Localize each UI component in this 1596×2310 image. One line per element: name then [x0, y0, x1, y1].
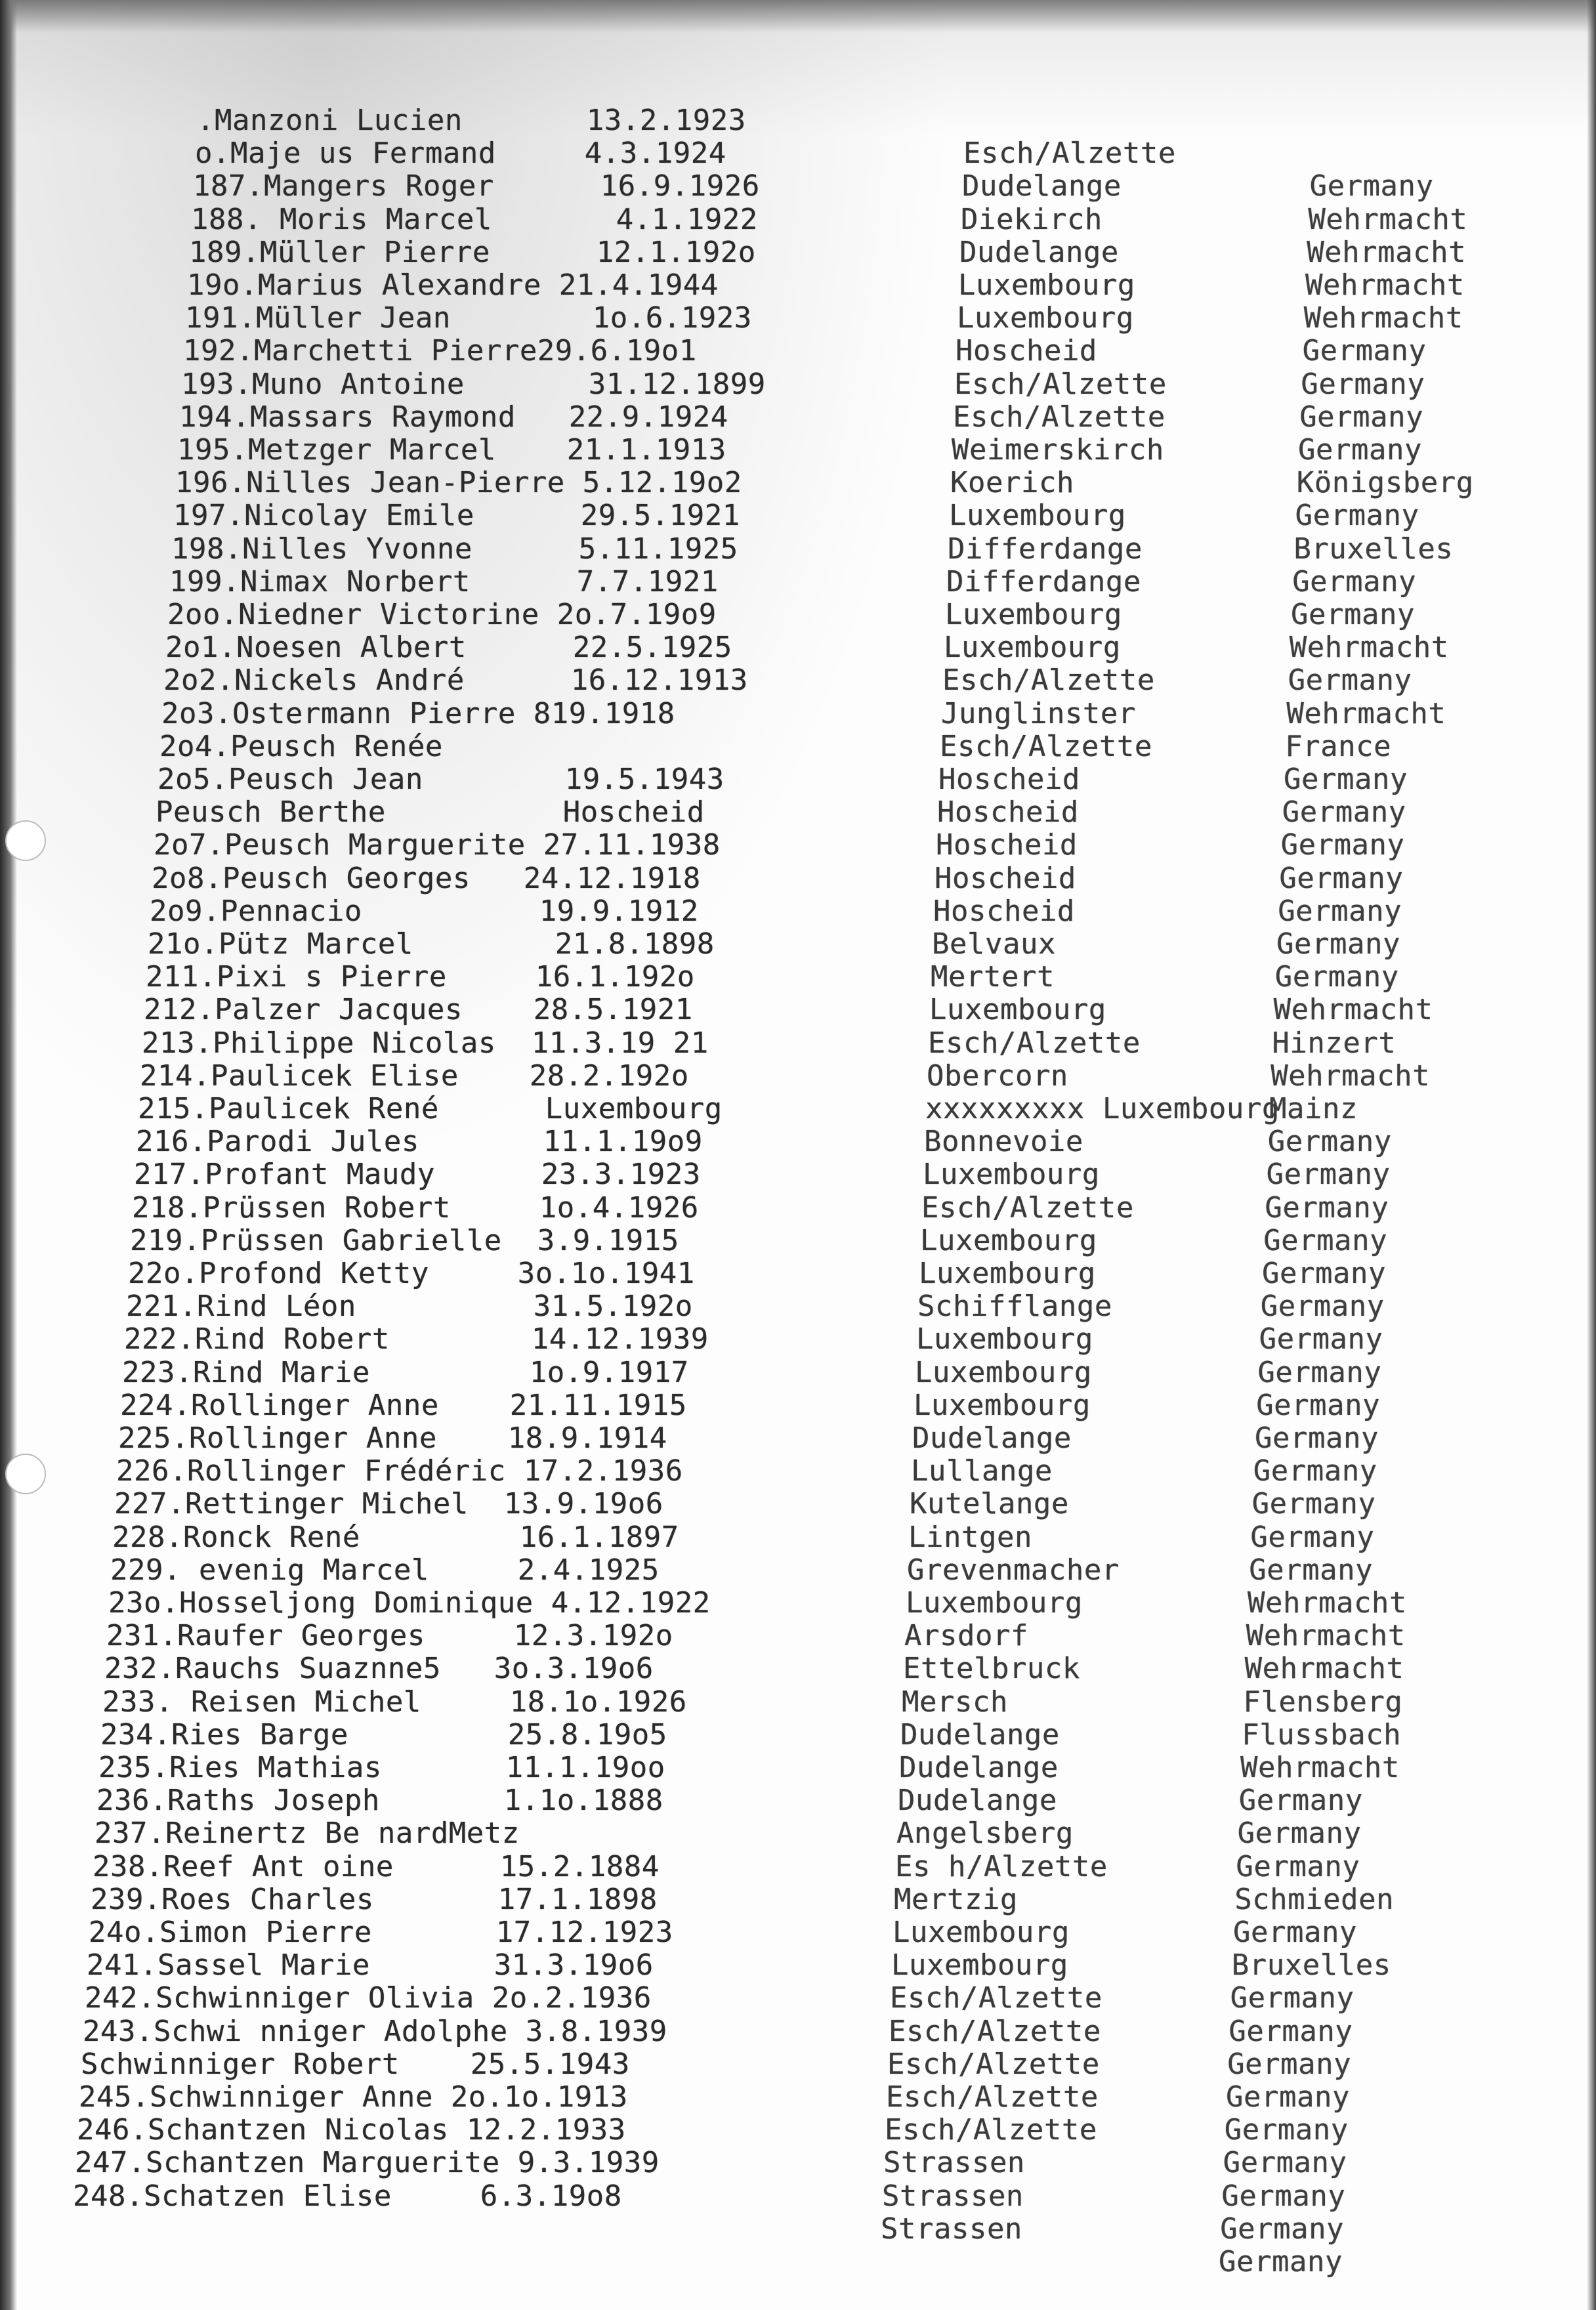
origin-place: Luxembourg — [914, 1388, 1091, 1422]
destination: Germany — [1302, 334, 1427, 368]
list-row — [0, 1555, 1596, 1586]
destination: Germany — [1263, 1223, 1388, 1257]
origin-place: Esch/Alzette — [885, 2113, 1097, 2147]
destination: Germany — [1255, 1421, 1379, 1455]
name-entry: 213.Philippe Nicolas 11.3.19 21 — [142, 1026, 709, 1060]
destination: Germany — [1256, 1388, 1381, 1422]
name-entry: 242.Schwinniger Olivia 2o.2.1936 — [85, 1981, 652, 2015]
name-entry: 21o.Pütz Marcel 21.8.1898 — [148, 927, 715, 961]
list-row — [0, 171, 1596, 202]
scan-shadow-top — [0, 0, 1596, 33]
list-row — [0, 369, 1596, 400]
destination: Wehrmacht — [1286, 696, 1446, 730]
origin-place: Luxembourg — [929, 993, 1106, 1027]
origin-place: Luxembourg — [923, 1158, 1100, 1192]
list-row — [0, 204, 1596, 236]
list-row — [0, 270, 1596, 301]
name-entry: 195.Metzger Marcel 21.1.1913 — [177, 433, 726, 467]
list-row — [0, 1093, 1596, 1125]
name-entry: 216.Parodi Jules 11.1.19o9 — [136, 1125, 703, 1159]
list-row — [0, 1620, 1596, 1652]
origin-place: Differdange — [946, 564, 1141, 598]
list-row — [0, 534, 1596, 565]
destination: Germany — [1238, 1784, 1363, 1818]
origin-place: Luxembourg — [958, 268, 1135, 302]
name-entry: 247.Schantzen Marguerite 9.3.1939 — [75, 2146, 660, 2180]
origin-place: Differdange — [948, 532, 1143, 566]
name-entry: 236.Raths Joseph 1.1o.1888 — [96, 1784, 663, 1818]
origin-place: Hoscheid — [934, 861, 1076, 895]
destination: Germany — [1298, 433, 1422, 467]
origin-place: Bonnevoie — [924, 1125, 1083, 1159]
destination: Wehrmacht — [1248, 1586, 1407, 1620]
list-row — [0, 994, 1596, 1026]
name-entry: 238.Reef Ant oine 15.2.1884 — [93, 1849, 660, 1883]
origin-place: Kutelange — [910, 1487, 1069, 1521]
name-entry: 222.Rind Robert 14.12.1939 — [124, 1322, 709, 1356]
name-entry: 22o.Profond Ketty 3o.1o.1941 — [128, 1257, 695, 1290]
destination: Germany — [1250, 1520, 1375, 1554]
destination: Wehrmacht — [1246, 1619, 1406, 1653]
list-row — [0, 1851, 1596, 1883]
origin-place: Esch/Alzette — [887, 2047, 1100, 2081]
destination: Germany — [1236, 1849, 1360, 1883]
list-row — [0, 2114, 1596, 2146]
list-row — [0, 929, 1596, 960]
name-entry: 231.Raufer Georges 12.3.192o — [106, 1619, 673, 1653]
name-entry: 232.Rauchs Suaznne5 3o.3.19o6 — [104, 1652, 654, 1686]
name-entry: 225.Rollinger Anne 18.9.1914 — [118, 1421, 667, 1455]
name-entry: 24o.Simon Pierre 17.12.1923 — [89, 1916, 673, 1949]
destination: Germany — [1257, 1355, 1382, 1389]
name-entry: 211.Pixi s Pierre 16.1.192o — [146, 960, 695, 994]
list-row — [0, 1983, 1596, 2014]
name-entry: 196.Nilles Jean-Pierre 5.12.19o2 — [175, 466, 742, 500]
destination: Germany — [1301, 367, 1425, 401]
list-row — [0, 237, 1596, 268]
name-entry: 2oo.Niedner Victorine 2o.7.19o9 — [167, 598, 717, 631]
destination: Germany — [1295, 499, 1419, 533]
name-entry: 2o9.Pennacio 19.9.1912 — [150, 894, 699, 928]
name-entry: 229. evenig Marcel 2.4.1925 — [110, 1553, 660, 1587]
destination: Germany — [1267, 1125, 1392, 1159]
name-entry: 23o.Hosseljong Dominique 4.12.1922 — [108, 1586, 711, 1620]
name-entry: 193.Muno Antoine 31.12.1899 — [181, 367, 766, 401]
list-row — [0, 2246, 1596, 2278]
origin-place: Angelsberg — [896, 1816, 1074, 1851]
list-row — [0, 797, 1596, 828]
origin-place: Luxembourg — [916, 1322, 1093, 1356]
name-entry: 198.Nilles Yvonne 5.11.1925 — [171, 532, 738, 566]
destination: Germany — [1309, 169, 1434, 203]
name-entry: 219.Prüssen Gabrielle 3.9.1915 — [130, 1223, 679, 1257]
name-entry: 237.Reinertz Be nardMetz — [94, 1816, 520, 1851]
list-row — [0, 1785, 1596, 1816]
name-entry: 19o.Marius Alexandre 21.4.1944 — [187, 268, 719, 302]
list-row — [0, 1028, 1596, 1059]
name-entry: 227.Rettinger Michel 13.9.19o6 — [114, 1487, 663, 1521]
list-row — [0, 896, 1596, 927]
list-row — [0, 632, 1596, 663]
origin-place: Esch/Alzette — [890, 1981, 1102, 2015]
origin-place: Koerich — [950, 466, 1074, 500]
name-entry: 192.Marchetti Pierre29.6.19o1 — [183, 334, 697, 368]
destination: Wehrmacht — [1308, 202, 1468, 236]
origin-place: Esch/Alzette — [921, 1190, 1134, 1225]
list-row — [0, 1719, 1596, 1751]
name-entry: .Manzoni Lucien 13.2.1923 — [197, 104, 746, 137]
name-entry: 246.Schantzen Nicolas 12.2.1933 — [77, 2113, 626, 2147]
list-row — [0, 1752, 1596, 1784]
destination: Germany — [1278, 894, 1402, 928]
origin-place: Luxembourg — [957, 301, 1134, 335]
list-row — [0, 1324, 1596, 1355]
list-row — [0, 2016, 1596, 2048]
origin-place: Lintgen — [908, 1520, 1032, 1554]
name-entry: 188. Moris Marcel 4.1.1922 — [191, 202, 758, 236]
destination: Wehrmacht — [1307, 235, 1467, 269]
name-entry: 223.Rind Marie 1o.9.1917 — [122, 1355, 689, 1389]
name-entry: 2o4.Peusch Renée — [159, 729, 443, 763]
destination: Germany — [1228, 2014, 1353, 2048]
list-row — [0, 1423, 1596, 1454]
list-row — [0, 1587, 1596, 1619]
origin-place: Weimerskirch — [952, 433, 1164, 467]
destination: Germany — [1223, 2146, 1347, 2180]
list-row — [0, 2049, 1596, 2080]
origin-place: Luxembourg — [949, 499, 1126, 533]
name-entry: 221.Rind Léon 31.5.192o — [126, 1290, 693, 1324]
list-row — [0, 599, 1596, 631]
destination: Germany — [1265, 1190, 1389, 1225]
origin-place: Strassen — [883, 2146, 1025, 2180]
list-row — [0, 467, 1596, 499]
destination: Germany — [1292, 564, 1417, 598]
list-row — [0, 566, 1596, 598]
name-entry: 187.Mangers Roger 16.9.1926 — [193, 169, 760, 203]
name-entry: o.Maje us Fermand 4.3.1924 — [195, 136, 726, 171]
name-entry: 245.Schwinniger Anne 2o.1o.1913 — [79, 2080, 628, 2114]
destination: Germany — [1280, 828, 1405, 862]
list-row — [0, 1390, 1596, 1421]
list-row — [0, 2147, 1596, 2179]
list-row — [0, 2181, 1596, 2212]
list-row — [0, 1950, 1596, 1981]
name-entry: 191.Müller Jean 1o.6.1923 — [185, 301, 752, 335]
destination: Germany — [1291, 598, 1415, 631]
destination: Wehrmacht — [1240, 1751, 1400, 1784]
list-row — [0, 105, 1596, 136]
list-row — [0, 863, 1596, 894]
destination: Germany — [1227, 2047, 1352, 2081]
name-entry: 2o8.Peusch Georges 24.12.1918 — [152, 861, 701, 895]
origin-place: Belvaux — [932, 927, 1056, 961]
list-row — [0, 1653, 1596, 1685]
origin-place: Hoscheid — [933, 894, 1075, 928]
destination: Germany — [1220, 2212, 1345, 2246]
name-entry: 194.Massars Raymond 22.9.1924 — [179, 400, 728, 434]
name-entry: 217.Profant Maudy 23.3.1923 — [134, 1158, 701, 1192]
destination: Germany — [1288, 663, 1412, 698]
destination: Germany — [1233, 1916, 1357, 1949]
name-entry: 241.Sassel Marie 31.3.19o6 — [87, 1948, 654, 1983]
name-entry: 218.Prüssen Robert 1o.4.1926 — [132, 1190, 699, 1225]
origin-place: Schifflange — [917, 1290, 1112, 1324]
origin-place: Esch/Alzette — [942, 663, 1155, 698]
name-entry: 243.Schwi nniger Adolphe 3.8.1939 — [83, 2014, 667, 2048]
origin-place: Mertzig — [894, 1882, 1018, 1916]
destination: Wehrmacht — [1289, 631, 1449, 665]
list-row — [0, 830, 1596, 861]
origin-place: Dudelange — [899, 1751, 1059, 1784]
name-entry: 226.Rollinger Frédéric 17.2.1936 — [116, 1454, 683, 1488]
list-row — [0, 1060, 1596, 1092]
list-row — [0, 1192, 1596, 1224]
origin-place: Diekirch — [961, 202, 1102, 236]
list-row — [0, 2214, 1596, 2245]
destination: Bruxelles — [1293, 532, 1454, 566]
origin-place: Hoscheid — [937, 795, 1079, 830]
name-entry: Peusch Berthe Hoscheid — [156, 795, 705, 830]
origin-place: Mertert — [931, 960, 1055, 994]
list-row — [0, 2082, 1596, 2113]
destination: Germany — [1251, 1487, 1376, 1521]
name-entry: 248.Schatzen Elise 6.3.19o8 — [73, 2179, 622, 2213]
destination: Germany — [1226, 2080, 1350, 2114]
destination: Germany — [1279, 861, 1404, 895]
origin-place: Arsdorf — [904, 1619, 1028, 1653]
destination: Mainz — [1269, 1092, 1358, 1125]
destination: Germany — [1224, 2113, 1349, 2147]
destination: Wehrmacht — [1270, 1059, 1431, 1093]
destination: Germany — [1299, 400, 1424, 434]
origin-place: Junglinster — [941, 696, 1136, 730]
origin-place: Hoscheid — [956, 334, 1097, 368]
name-entry: 2o7.Peusch Marguerite 27.11.1938 — [154, 828, 721, 862]
name-entry: 235.Ries Mathias 11.1.19oo — [98, 1751, 665, 1784]
destination: Wehrmacht — [1244, 1652, 1404, 1686]
name-entry: 2o5.Peusch Jean 19.5.1943 — [158, 763, 724, 796]
name-entry: 214.Paulicek Elise 28.2.192o — [140, 1059, 689, 1093]
origin-place: Mersch — [902, 1685, 1008, 1719]
origin-place: Ettelbruck — [903, 1652, 1080, 1686]
name-entry: 224.Rollinger Anne 21.11.1915 — [120, 1388, 687, 1422]
origin-place: Strassen — [882, 2179, 1024, 2213]
list-row — [0, 1225, 1596, 1257]
destination: France — [1285, 729, 1392, 763]
name-entry: 197.Nicolay Emile 29.5.1921 — [173, 499, 740, 533]
destination: Germany — [1266, 1158, 1391, 1192]
list-row — [0, 1522, 1596, 1553]
name-entry: 2o2.Nickels André 16.12.1913 — [163, 663, 748, 698]
list-row — [0, 1456, 1596, 1487]
list-row — [0, 1884, 1596, 1916]
origin-place: Esch/Alzette — [928, 1026, 1141, 1060]
list-row — [0, 1488, 1596, 1520]
name-entry: 2o3.Ostermann Pierre 819.1918 — [161, 696, 675, 730]
origin-place: Dudelange — [900, 1717, 1060, 1752]
destination: Schmieden — [1234, 1882, 1395, 1916]
origin-place: Esch/Alzette — [953, 400, 1166, 434]
destination: Germany — [1260, 1290, 1385, 1324]
origin-place: Luxembourg — [944, 631, 1121, 665]
name-entry: 212.Palzer Jacques 28.5.1921 — [144, 993, 693, 1027]
origin-place: Luxembourg — [945, 598, 1122, 631]
origin-place: Hoscheid — [936, 828, 1078, 862]
list-row — [0, 665, 1596, 696]
destination: Königsberg — [1296, 466, 1474, 500]
origin-place: Grevenmacher — [907, 1553, 1120, 1587]
list-row — [0, 731, 1596, 763]
list-row — [0, 1818, 1596, 1849]
origin-place: Luxembourg — [906, 1586, 1083, 1620]
destination: Germany — [1274, 960, 1399, 994]
origin-place: Dudelange — [959, 235, 1119, 269]
destination: Germany — [1262, 1257, 1386, 1290]
destination: Germany — [1249, 1553, 1374, 1587]
name-entry: 215.Paulicek René Luxembourg — [138, 1092, 723, 1125]
destination: Wehrmacht — [1305, 268, 1465, 302]
list-row — [0, 402, 1596, 433]
origin-place: Esch/Alzette — [963, 136, 1176, 171]
origin-place: Esch/Alzette — [940, 729, 1152, 763]
origin-place: Lullange — [911, 1454, 1053, 1488]
destination: Germany — [1230, 1981, 1354, 2015]
destination: Germany — [1284, 763, 1408, 796]
origin-place: Dudelange — [912, 1421, 1072, 1455]
name-entry: 189.Müller Pierre 12.1.192o — [189, 235, 756, 269]
list-row — [0, 1126, 1596, 1158]
name-entry: 199.Nimax Norbert 7.7.1921 — [169, 564, 719, 598]
destination: Bruxelles — [1231, 1948, 1391, 1983]
list-row — [0, 1258, 1596, 1290]
name-entry: 2o1.Noesen Albert 22.5.1925 — [165, 631, 732, 665]
origin-place: Luxembourg — [920, 1223, 1097, 1257]
destination: Germany — [1253, 1454, 1377, 1488]
list-row — [0, 764, 1596, 795]
origin-place: Hoscheid — [938, 763, 1080, 796]
origin-place: Dudelange — [962, 169, 1122, 203]
name-entry: 239.Roes Charles 17.1.1898 — [91, 1882, 658, 1916]
origin-place: Esch/Alzette — [886, 2080, 1099, 2114]
origin-place: xxxxxxxxx Luxembourg — [925, 1092, 1280, 1125]
origin-place: Obercorn — [927, 1059, 1068, 1093]
name-entry: 233. Reisen Michel 18.1o.1926 — [102, 1685, 687, 1719]
list-row — [0, 1917, 1596, 1948]
destination: Wehrmacht — [1273, 993, 1433, 1027]
destination: Hinzert — [1272, 1026, 1396, 1060]
destination: Germany — [1237, 1816, 1362, 1851]
list-row — [0, 698, 1596, 730]
destination: Wehrmacht — [1303, 301, 1463, 335]
origin-place: Esch/Alzette — [889, 2014, 1101, 2048]
destination: Germany — [1221, 2179, 1346, 2213]
destination: Germany — [1259, 1322, 1383, 1356]
name-entry: Schwinniger Robert 25.5.1943 — [81, 2047, 630, 2081]
origin-place: Luxembourg — [919, 1257, 1096, 1290]
list-row — [0, 1357, 1596, 1389]
destination: Germany — [1219, 2245, 1343, 2278]
destination: Flussbach — [1242, 1717, 1402, 1752]
list-row — [0, 1687, 1596, 1718]
name-entry: 234.Ries Barge 25.8.19o5 — [100, 1717, 667, 1752]
origin-place: Luxembourg — [892, 1916, 1070, 1949]
list-row — [0, 434, 1596, 466]
destination: Germany — [1276, 927, 1400, 961]
list-row — [0, 500, 1596, 532]
origin-place: Luxembourg — [891, 1948, 1068, 1983]
list-row — [0, 303, 1596, 334]
origin-place: Esch/Alzette — [954, 367, 1167, 401]
list-row — [0, 138, 1596, 169]
destination: Flensberg — [1243, 1685, 1403, 1719]
origin-place: Es h/Alzette — [895, 1849, 1108, 1883]
list-row — [0, 335, 1596, 367]
origin-place: Luxembourg — [915, 1355, 1092, 1389]
origin-place: Dudelange — [898, 1784, 1057, 1818]
list-row — [0, 1291, 1596, 1322]
list-row — [0, 1159, 1596, 1190]
name-entry: 228.Ronck René 16.1.1897 — [112, 1520, 679, 1554]
destination: Germany — [1282, 795, 1406, 830]
origin-place: Strassen — [881, 2212, 1022, 2246]
list-row — [0, 961, 1596, 993]
